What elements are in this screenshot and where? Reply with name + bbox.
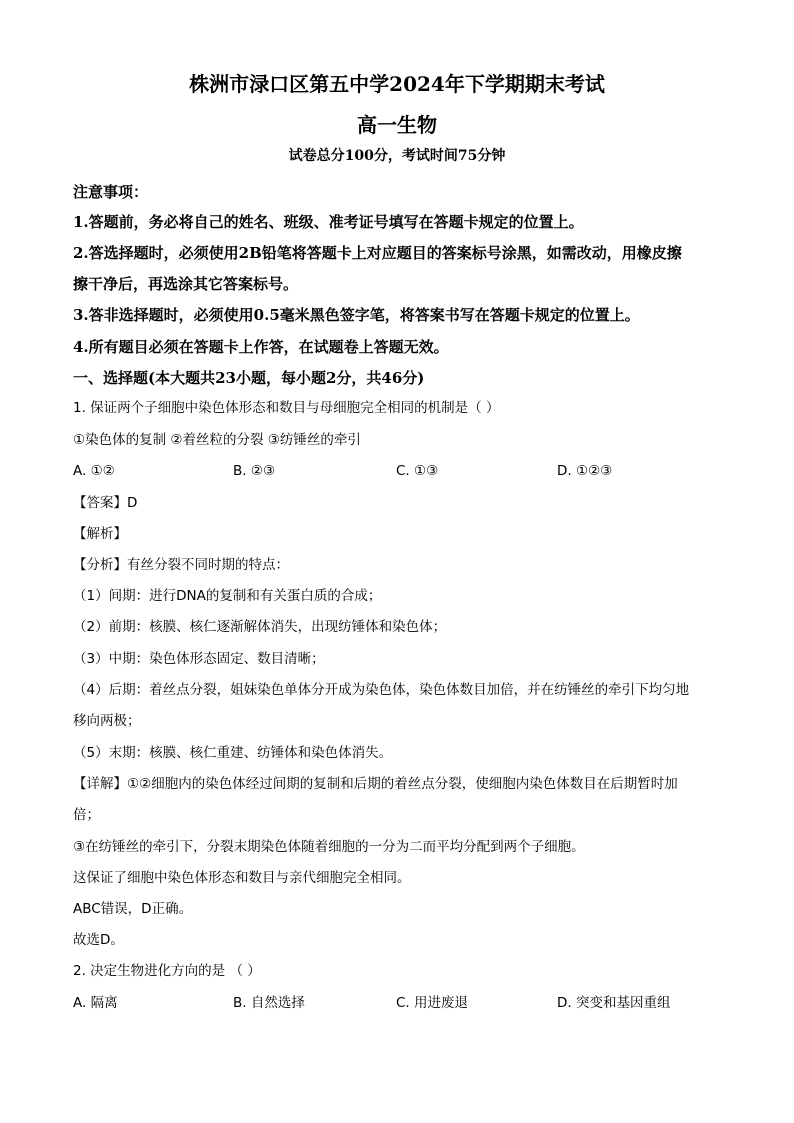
- question-2-option-d: D. 突变和基因重组: [557, 995, 671, 1011]
- notice-item-3: 3.答非选择题时，必须使用0.5毫米黑色签字笔，将答案书写在答题卡规定的位置上。: [73, 306, 640, 324]
- question-1-analysis-label: 【解析】: [73, 526, 127, 542]
- exam-info: 试卷总分100分，考试时间75分钟: [288, 148, 506, 164]
- question-1-analysis-intro: 【分析】有丝分裂不同时期的特点：: [73, 557, 289, 573]
- question-1-detail-line-6: 故选D。: [73, 932, 124, 948]
- question-1-phase-1: （1）间期：进行DNA的复制和有关蛋白质的合成；: [73, 588, 382, 604]
- exam-title: 株洲市渌口区第五中学2024年下学期期末考试: [189, 72, 605, 96]
- question-2-stem: 2. 决定生物进化方向的是 （ ）: [73, 963, 261, 979]
- question-1-detail-line-5: ABC错误，D正确。: [73, 901, 193, 917]
- question-1-option-d: D. ①②③: [557, 463, 613, 479]
- notice-heading: 注意事项：: [73, 183, 149, 201]
- notice-item-2-line-1: 2.答选择题时，必须使用2B铅笔将答题卡上对应题目的答案标号涂黑，如需改动，用橡皮擦: [73, 244, 682, 262]
- question-1-detail-line-2: 倍；: [73, 807, 100, 823]
- question-1-phase-4-line-1: （4）后期：着丝点分裂，姐妹染色单体分开成为染色体，染色体数目加倍，并在纺锤丝的牵引下均匀地: [73, 682, 690, 698]
- question-2-option-c: C. 用进废退: [396, 995, 469, 1011]
- question-1-option-a: A. ①②: [73, 463, 115, 479]
- question-1-detail-line-3: ③在纺锤丝的牵引下，分裂末期染色体随着细胞的一分为二而平均分配到两个子细胞。: [73, 839, 585, 855]
- question-1-option-c: C. ①③: [396, 463, 439, 479]
- notice-item-2-line-2: 擦干净后，再选涂其它答案标号。: [73, 275, 299, 293]
- section-heading: 一、选择题(本大题共23小题，每小题2分，共46分): [73, 369, 425, 387]
- question-2-option-a: A. 隔离: [73, 995, 118, 1011]
- question-1-statements: ①染色体的复制 ②着丝粒的分裂 ③纺锤丝的牵引: [73, 432, 361, 448]
- question-1-option-b: B. ②③: [233, 463, 276, 479]
- question-1-stem: 1. 保证两个子细胞中染色体形态和数目与母细胞完全相同的机制是（ ）: [73, 400, 500, 416]
- question-1-phase-3: （3）中期：染色体形态固定、数目清晰；: [73, 651, 325, 667]
- question-1-phase-2: （2）前期：核膜、核仁逐渐解体消失，出现纺锤体和染色体；: [73, 619, 447, 635]
- question-1-phase-5: （5）末期：核膜、核仁重建、纺锤体和染色体消失。: [73, 745, 393, 761]
- question-1-answer: 【答案】D: [73, 495, 138, 511]
- question-1-phase-4-line-2: 移向两极；: [73, 713, 141, 729]
- question-1-detail-line-4: 这保证了细胞中染色体形态和数目与亲代细胞完全相同。: [73, 870, 411, 886]
- notice-item-4: 4.所有题目必须在答题卡上作答，在试题卷上答题无效。: [73, 338, 449, 356]
- question-2-option-b: B. 自然选择: [233, 995, 305, 1011]
- subject-title: 高一生物: [357, 113, 437, 137]
- notice-item-1: 1.答题前，务必将自己的姓名、班级、准考证号填写在答题卡规定的位置上。: [73, 213, 584, 231]
- question-1-detail-line-1: 【详解】①②细胞内的染色体经过间期的复制和后期的着丝点分裂，使细胞内染色体数目在后期暂时加: [73, 776, 678, 792]
